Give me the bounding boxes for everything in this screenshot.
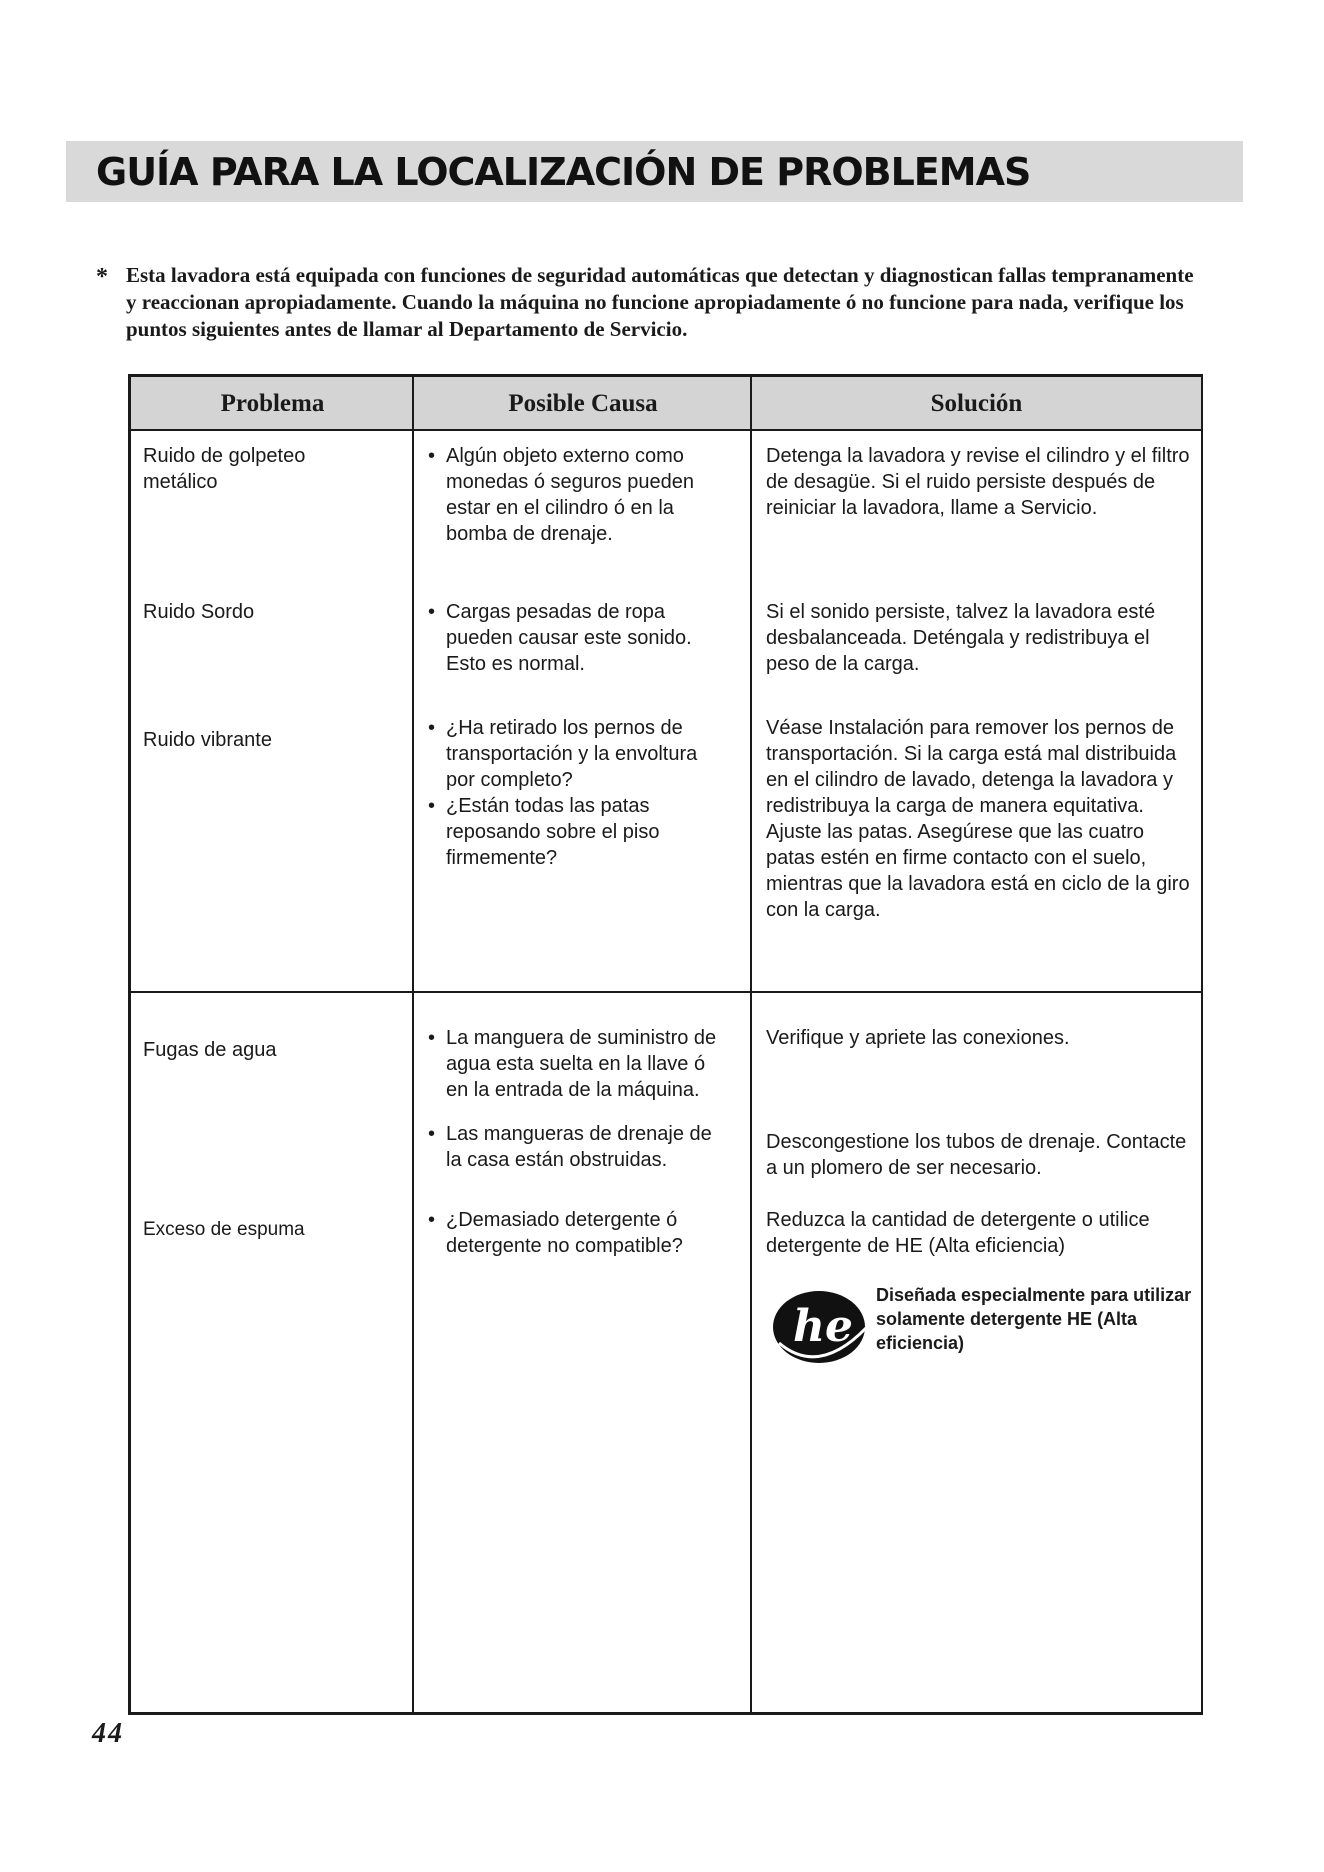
problem-cell: Ruido de golpeteo metálico (143, 445, 306, 493)
solution-cell: Descongestione los tubos de drenaje. Contacte a un plomero de ser necesario. (766, 1131, 1187, 1179)
asterisk-marker: * (96, 264, 108, 290)
he-note: Diseñada especialmente para utilizar solamente detergente HE (Alta eficiencia) (876, 1285, 1192, 1353)
he-logo-icon (769, 1285, 873, 1369)
cause-item: • Las mangueras de drenaje de la casa están obstruidas. (428, 1121, 728, 1173)
column-divider (750, 377, 752, 1712)
title-bar (66, 141, 1243, 202)
column-divider (412, 377, 414, 1712)
page-number: 44 (92, 1718, 124, 1749)
problem-cell: Ruido Sordo (143, 601, 255, 623)
page-title: GUÍA PARA LA LOCALIZACIÓN DE PROBLEMAS (96, 150, 1031, 194)
intro-paragraph (96, 262, 1206, 343)
solution-cell: Si el sonido persiste, talvez la lavadora esté desbalanceada. Deténgala y redistribuya el peso de la carga. (766, 601, 1156, 675)
intro-text: Esta lavadora está equipada con funciones de seguridad automáticas que detectan y diagnostican fallas tempranamente y reaccionan apropiadamente. Cuando la máquina no funcione apropiadamente ó no funcione para nada, verifique los puntos siguientes antes de llamar al Departamento de Servicio. (126, 263, 1194, 341)
problem-cell: Ruido vibrante (143, 729, 272, 751)
solution-cell: Detenga la lavadora y revise el cilindro y el filtro de desagüe. Si el ruido persiste después de reiniciar la lavadora, llame a Servicio. (766, 445, 1190, 519)
cause-cell (428, 599, 728, 677)
cause-item: • La manguera de suministro de agua esta suelta en la llave ó en la entrada de la máquina. (428, 1025, 728, 1103)
row-divider (131, 991, 1201, 993)
header-problem: Problema (220, 390, 325, 417)
header-cause: Posible Causa (508, 390, 658, 417)
cause-item: • ¿Están todas las patas reposando sobre el piso firmemente? (428, 793, 728, 871)
cause-cell (428, 443, 728, 547)
cause-cell (428, 1025, 728, 1173)
troubleshooting-table (128, 374, 1203, 1715)
solution-cell: Reduzca la cantidad de detergente o utilice detergente de HE (Alta eficiencia) (766, 1209, 1150, 1257)
table-header-row (131, 377, 1201, 431)
problem-cell: Exceso de espuma (143, 1219, 305, 1240)
cause-cell (428, 1207, 728, 1259)
cause-item: • ¿Demasiado detergente ó detergente no compatible? (428, 1207, 728, 1259)
solution-cell: Véase Instalación para remover los pernos de transportación. Si la carga está mal distribuida en el cilindro de lavado, detenga la lavadora y redistribuya la carga de manera equitativa. Ajuste las patas. Asegúrese que las cuatro patas estén en firme contacto con el suelo, mientras que la lavadora está en ciclo de la giro con la carga. (766, 717, 1190, 921)
cause-item: • ¿Ha retirado los pernos de transportación y la envoltura por completo? (428, 715, 728, 793)
header-solution: Solución (930, 390, 1023, 417)
cause-cell (428, 715, 728, 871)
cause-item: • Cargas pesadas de ropa pueden causar este sonido. Esto es normal. (428, 599, 728, 677)
cause-item: • Algún objeto externo como monedas ó seguros pueden estar en el cilindro ó en la bomba de drenaje. (428, 443, 728, 547)
he-logo-text: he (793, 1301, 853, 1352)
problem-cell: Fugas de agua (143, 1039, 277, 1061)
solution-cell: Verifique y apriete las conexiones. (766, 1027, 1070, 1049)
